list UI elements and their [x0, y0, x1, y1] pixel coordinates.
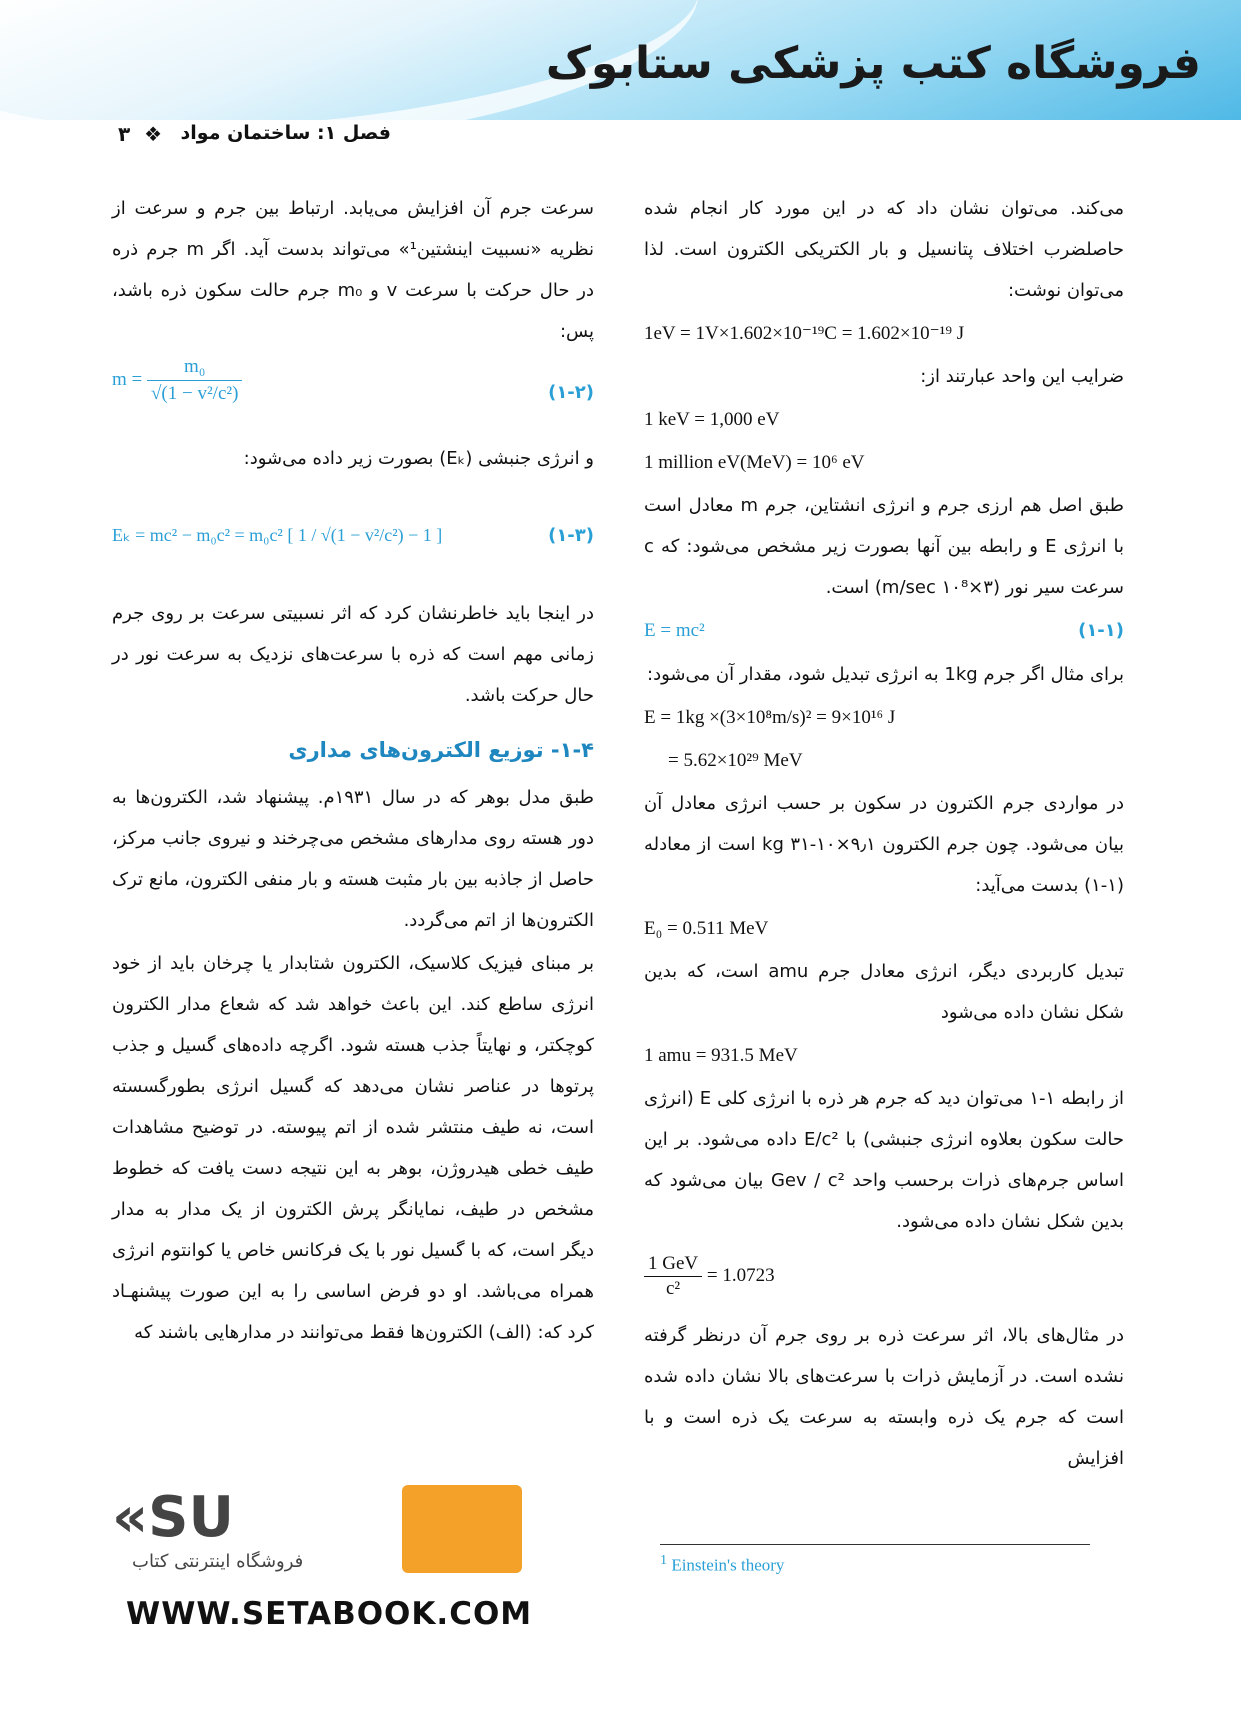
running-head: [181, 122, 391, 144]
paragraph: ضرایب این واحد عبارتند از:: [920, 366, 1124, 387]
paragraph: و انرژی جنبشی (Eₖ) بصورت زیر داده می‌شود:: [243, 448, 594, 469]
right-column: [644, 188, 1124, 1481]
footnote-rule: [660, 1544, 1090, 1545]
equation-lhs: m =: [112, 368, 143, 390]
website-url: WWW.SETABOOK.COM: [126, 1596, 533, 1632]
watermark-logo: [112, 1485, 532, 1595]
equation-label: (۱-۲): [548, 382, 594, 403]
site-title: فروشگاه کتب پزشکی ستابوک: [545, 38, 1201, 89]
page-number: ۳: [118, 122, 131, 146]
equation: 1 keV = 1,000 eV: [644, 409, 780, 430]
equation-label: (۱-۳): [548, 525, 594, 546]
paragraph: طبق مدل بوهر که در سال ۱۹۳۱م. پیشنهاد شد، الکترون‌ها به دور هسته روی مدارهای مشخص می‌چرخند و نیروی جانب مرکز، حاصل از جاذبه بین بار مثبت هسته و بار منفی الکترون، مانع ترک الکترون‌ها از اتم می‌گردد.: [112, 787, 594, 931]
denominator: c²: [666, 1278, 681, 1299]
paragraph: تبدیل کاربردی دیگر، انرژی معادل جرم amu است، که بدین شکل نشان داده می‌شود: [644, 961, 1124, 1023]
paragraph: در مثال‌های بالا، اثر سرعت ذره بر روی جرم آن درنظر گرفته نشده است. در آزمایش ذرات با سرعت‌های بالا نشان داده شده است که جرم یک ذره وابسته به سرعت یک ذره است و با افزایش: [644, 1325, 1124, 1469]
denominator: √(1 − v²/c²): [151, 383, 239, 404]
paragraph: طبق اصل هم ارزی جرم و انرژی انشتاین، جرم m معادل است با انرژی E و رابطه بین آنها بصورت زیر مشخص می‌شود: که c سرعت سیر نور (۳×۱۰⁸ m/sec) است.: [644, 495, 1124, 598]
footnote-marker: 1: [660, 1552, 668, 1568]
equation-1-3: [112, 481, 594, 593]
equation-rhs: = 1.0723: [706, 1264, 775, 1286]
equation: 1 amu = 931.5 MeV: [644, 1045, 798, 1066]
equation-body: Eₖ = mc² − m₀c² = m₀c² [ 1 / √(1 − v²/c²) − 1 ]: [112, 525, 443, 545]
footnote: [660, 1552, 784, 1576]
logo-icon: [402, 1485, 522, 1573]
footnote-text: Einstein's theory: [671, 1555, 785, 1575]
equation-gev: [644, 1252, 1124, 1301]
chapter-title: فصل ۱: ساختمان مواد: [180, 122, 391, 144]
ornament-icon: ❖: [144, 122, 163, 146]
numerator: m₀: [147, 354, 242, 381]
section-heading: ۱-۴- توزیع الکترون‌های مداری: [288, 738, 594, 762]
equation: E₀ = 0.511 MeV: [644, 918, 769, 939]
paragraph: سرعت جرم آن افزایش می‌یابد. ارتباط بین جرم و سرعت از نظریه «نسبیت اینشتین¹» می‌تواند بدست آید. اگر m جرم ذره در حال حرکت با سرعت v و m₀ جرم حالت سکون ذره باشد، پس:: [112, 198, 594, 342]
equation: 1 million eV(MeV) = 10⁶ eV: [644, 452, 865, 473]
page-number-block: [118, 122, 162, 146]
logo-subtitle: فروشگاه اینترنتی کتاب: [132, 1551, 304, 1572]
equation: E = 1kg ×(3×10⁸m/s)² = 9×10¹⁶ J: [644, 707, 896, 728]
equation-1-2: [112, 354, 594, 438]
equation-label: (۱-۱): [1078, 620, 1124, 641]
header-banner: [0, 0, 1241, 120]
paragraph: در اینجا باید خاطرنشان کرد که اثر نسبیتی سرعت بر روی جرم زمانی مهم است که ذره با سرعت‌های نزدیک به سرعت نور در حال حرکت باشد.: [112, 603, 594, 706]
equation-body: E = mc²: [644, 620, 705, 641]
equation-body: [112, 354, 242, 407]
paragraph: از رابطه ۱-۱ می‌توان دید که جرم هر ذره با انرژی کلی E (انرژی حالت سکون بعلاوه انرژی جنبشی) با E/c² داده می‌شود. بر این اساس جرم‌های ذرات برحسب واحد Gev / c² بیان می‌شود که بدین شکل نشان داده می‌شود.: [644, 1088, 1125, 1232]
numerator: 1 GeV: [644, 1252, 702, 1277]
logo-text: «SU: [112, 1485, 234, 1550]
fraction: [147, 354, 242, 407]
paragraph: بر مبنای فیزیک کلاسیک، الکترون شتابدار یا چرخان باید از خود انرژی ساطع کند. این باعث خواهد شد که شعاع مدار الکترون کوچکتر، و نهایتاً جذب هسته شود. اگرچه داده‌های گسیل و جذب پرتوها در عناصر نشان می‌دهد که گسیل انرژی بطورگسسته است، نه طیف منتشر شده از اتم پیوسته. در توضیح مشاهدات طیف خطی هیدروژن، بوهر به این نتیجه دست یافت که خطوط مشخص در طیف، نمایانگر پرش الکترون از یک مدار به مدار دیگر است، که با گسیل نور با یک فرکانس خاص یا کوانتوم انرژی همراه می‌باشد. او دو فرض اساسی را به این صورت پیشنهـاد کرد که: (الف) الکترون‌ها فقط می‌توانند در مدارهایی باشند که: [112, 953, 594, 1343]
paragraph: برای مثال اگر جرم 1kg به انرژی تبدیل شود، مقدار آن می‌شود:: [647, 664, 1124, 685]
fraction: [644, 1252, 702, 1301]
paragraph: در مواردی جرم الکترون در سکون بر حسب انرژی معادل آن بیان می‌شود. چون جرم الکترون kg ۳۱-۱۰×۹٫۱ است از معادله (۱-۱) بدست می‌آید:: [644, 793, 1124, 896]
left-column: [112, 188, 594, 1355]
paragraph: می‌کند. می‌توان نشان داد که در این مورد کار انجام شده حاصلضرب اختلاف پتانسیل و بار الکتریکی الکترون است. لذا می‌توان نوشت:: [644, 198, 1124, 301]
equation: = 5.62×10²⁹ MeV: [668, 750, 803, 771]
equation-1-1: [644, 610, 1124, 654]
banner-decoration: [0, 0, 710, 181]
equation: 1eV = 1V×1.602×10⁻¹⁹C = 1.602×10⁻¹⁹ J: [644, 323, 965, 344]
